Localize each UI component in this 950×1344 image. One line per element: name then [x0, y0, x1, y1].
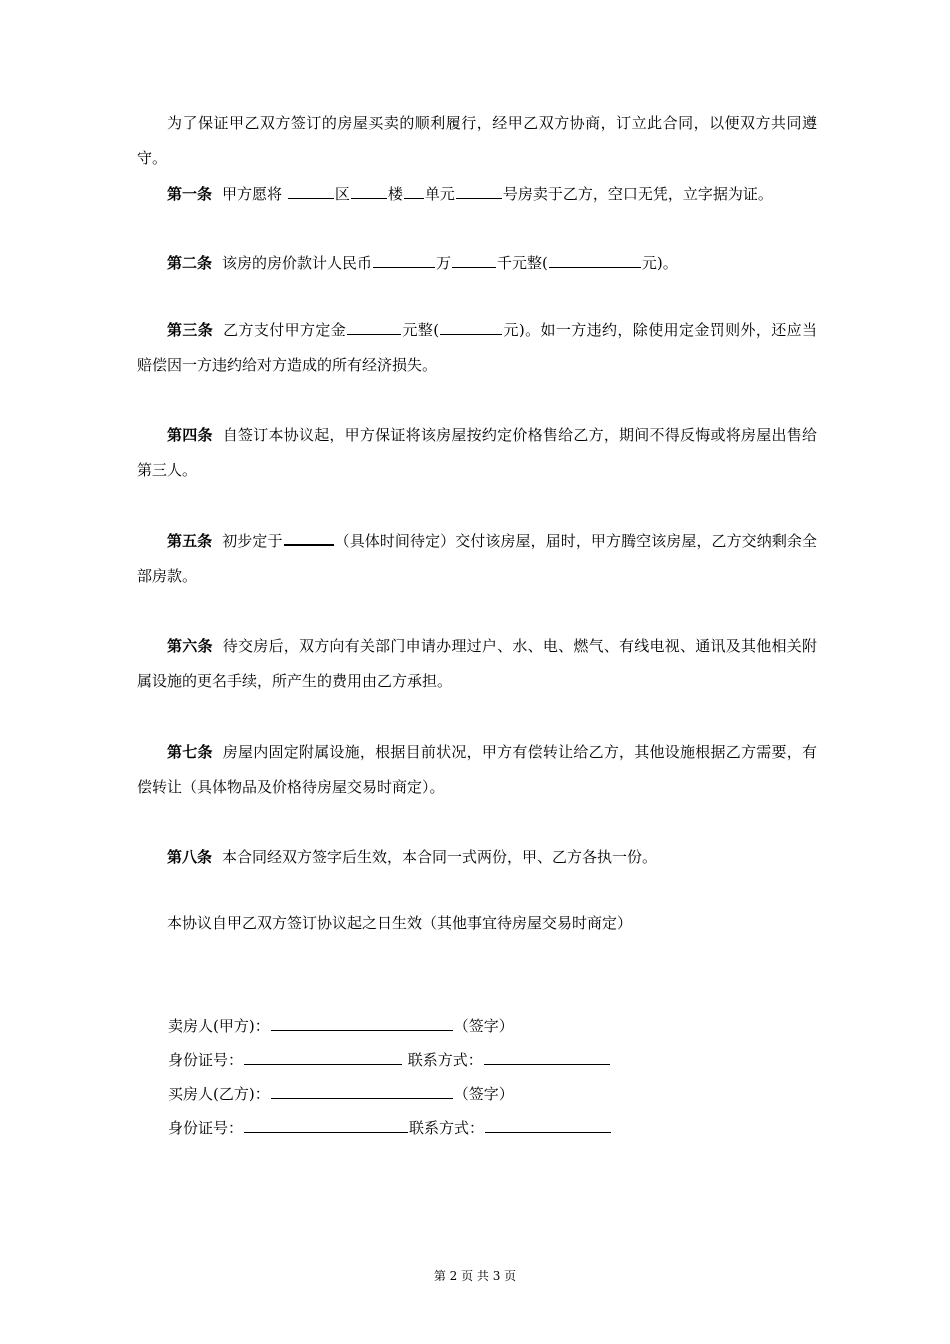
buyer-id-line — [168, 1118, 612, 1138]
article-8-heading: 第八条 — [167, 848, 213, 866]
seller-contact-blank — [484, 1050, 610, 1065]
article-5-heading: 第五条 — [167, 532, 213, 550]
article-5-text-a: 初步定于 — [222, 532, 283, 550]
article-3-text-c: 元)。如一方违约，除使用定金罚则外，还应当赔偿因一方违约给对方造成的所有经济损失。 — [137, 321, 817, 374]
seller-label: 卖房人(甲方)： — [168, 1017, 270, 1035]
article-5-text-b: （具体时间待定）交付该房屋，届时，甲方腾空该房屋，乙方交纳剩余全部房款。 — [137, 532, 817, 585]
seller-signature-line — [168, 1016, 514, 1036]
deposit-number-blank — [440, 319, 502, 335]
delivery-date-blank — [284, 529, 334, 546]
article-4-heading: 第四条 — [167, 426, 213, 444]
article-1 — [137, 177, 817, 212]
article-6-text: 待交房后，双方向有关部门申请办理过户、水、电、燃气、有线电视、通讯及其他相关附属设施的更名手续，所产生的费用由乙方承担。 — [137, 637, 817, 690]
closing-paragraph: 本协议自甲乙双方签订协议起之日生效（其他事宜待房屋交易时商定） — [167, 914, 633, 932]
seller-id-line — [168, 1050, 611, 1070]
article-7 — [137, 735, 817, 805]
price-number-blank — [549, 252, 641, 268]
intro-paragraph: 为了保证甲乙双方签订的房屋买卖的顺利履行，经甲乙双方协商，订立此合同，以便双方共同遵守。 — [137, 114, 817, 167]
buyer-label: 买房人(乙方)： — [168, 1085, 270, 1103]
buyer-id-label: 身份证号： — [168, 1119, 244, 1137]
seller-id-label: 身份证号： — [168, 1051, 244, 1069]
article-2-text-b: 万 — [436, 254, 452, 272]
article-2 — [137, 246, 817, 281]
article-1-text-a: 甲方愿将 — [222, 185, 283, 203]
buyer-sign-suffix: （签字） — [453, 1085, 514, 1103]
seller-contact-label: 联系方式： — [407, 1051, 483, 1069]
deposit-blank — [347, 319, 401, 335]
seller-signature-blank — [271, 1016, 453, 1031]
article-8 — [137, 840, 817, 875]
building-blank — [351, 183, 387, 199]
article-3-heading: 第三条 — [167, 321, 214, 339]
district-blank — [288, 183, 334, 199]
article-1-text-d: 单元 — [424, 185, 455, 203]
seller-id-blank — [244, 1050, 402, 1065]
price-wan-blank — [373, 252, 435, 268]
article-6 — [137, 629, 817, 699]
buyer-id-blank — [244, 1118, 408, 1133]
article-2-text-d: 元)。 — [641, 254, 678, 272]
article-5 — [137, 524, 817, 594]
article-7-text: 房屋内固定附属设施，根据目前状况，甲方有偿转让给乙方，其他设施根据乙方需要，有偿转让（具体物品及价格待房屋交易时商定）。 — [137, 743, 817, 796]
article-1-text-c: 楼 — [387, 185, 403, 203]
price-qian-blank — [452, 252, 496, 268]
seller-sign-suffix: （签字） — [453, 1017, 514, 1035]
unit-blank — [404, 183, 424, 199]
article-2-heading: 第二条 — [167, 254, 213, 272]
article-1-text-b: 区 — [334, 185, 350, 203]
article-6-heading: 第六条 — [167, 637, 213, 655]
article-2-text-c: 千元整( — [497, 254, 548, 272]
article-1-text-e: 号房卖于乙方，空口无凭，立字据为证。 — [502, 185, 773, 203]
article-3 — [137, 313, 817, 383]
room-number-blank — [456, 183, 502, 199]
article-1-heading: 第一条 — [167, 185, 213, 203]
buyer-contact-label: 联系方式： — [409, 1119, 485, 1137]
article-7-heading: 第七条 — [167, 743, 213, 761]
article-3-text-b: 元整( — [402, 321, 440, 339]
article-8-text: 本合同经双方签字后生效，本合同一式两份，甲、乙方各执一份。 — [222, 848, 658, 866]
article-3-text-a: 乙方支付甲方定金 — [223, 321, 347, 339]
article-4-text: 自签订本协议起，甲方保证将该房屋按约定价格售给乙方，期间不得反悔或将房屋出售给第三人。 — [137, 426, 817, 479]
buyer-signature-blank — [271, 1084, 453, 1099]
article-2-text-a: 该房的房价款计人民币 — [222, 254, 373, 272]
page-footer: 第 2 页 共 3 页 — [433, 1269, 517, 1283]
buyer-signature-line — [168, 1084, 514, 1104]
buyer-contact-blank — [485, 1118, 611, 1133]
article-4 — [137, 418, 817, 488]
